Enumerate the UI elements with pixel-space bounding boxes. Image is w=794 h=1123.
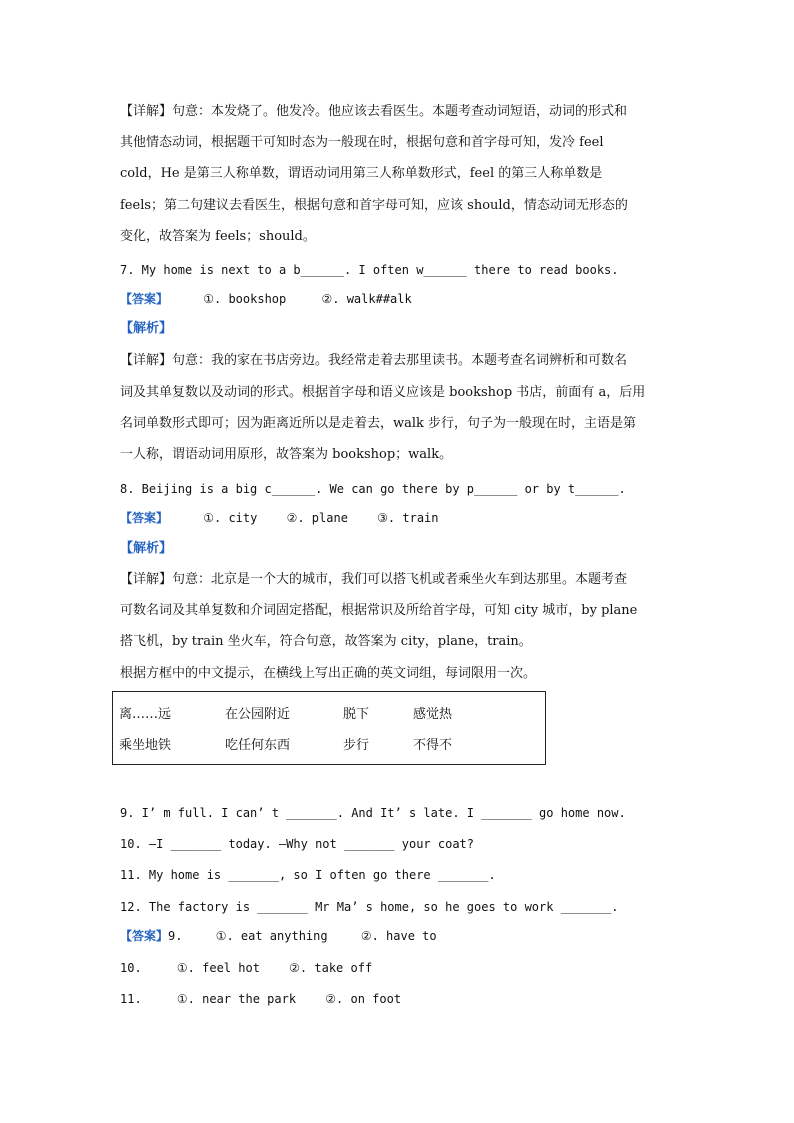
answer-tag: 【答案】 xyxy=(120,929,169,943)
q8-answer-row xyxy=(120,510,439,526)
answer-number: 11. xyxy=(120,992,142,1006)
q7-answer-2: ②. walk##alk xyxy=(321,292,412,306)
q8-detail-line: 【详解】句意：北京是一个大的城市，我们可以搭飞机或者乘坐火车到达那里。本题考查 xyxy=(120,572,628,587)
detail-6-line: cold，He 是第三人称单数，谓语动词用第三人称单数形式，feel 的第三人称单数是 xyxy=(120,166,603,181)
q7-answer-1: ①. bookshop xyxy=(203,292,287,306)
detail-6-line: 其他情态动词，根据题干可知时态为一般现在时，根据句意和首字母可知，发冷 feel xyxy=(120,135,604,150)
word-box-cell: 步行 xyxy=(343,738,370,753)
answer-10-2: ②. take off xyxy=(289,961,373,975)
answer-9-2: ②. have to xyxy=(360,929,437,943)
word-box xyxy=(112,691,546,765)
q7-detail-line: 【详解】句意：我的家在书店旁边。我经常走着去那里读书。本题考查名词辨析和可数名 xyxy=(120,353,628,368)
word-box-cell: 不得不 xyxy=(413,738,453,753)
analysis-tag: 【解析】 xyxy=(120,541,173,556)
word-box-cell: 吃任何东西 xyxy=(225,738,291,753)
detail-6-line: feels；第二句建议去看医生，根据句意和首字母可知，应该 should，情态动词无形态的 xyxy=(120,198,628,213)
question-11: 11. My home is _______, so I often go there _______. xyxy=(120,868,496,882)
answer-number: 9. xyxy=(168,929,183,943)
answer-11-2: ②. on foot xyxy=(325,992,402,1006)
answers-row-9 xyxy=(120,928,437,944)
answer-10-1: ①. feel hot xyxy=(176,961,260,975)
detail-6-line: 【详解】句意：本发烧了。他发冷。他应该去看医生。本题考查动词短语，动词的形式和 xyxy=(120,104,628,119)
word-box-cell: 乘坐地铁 xyxy=(119,738,172,753)
q7-answer-row xyxy=(120,291,412,307)
analysis-tag: 【解析】 xyxy=(120,321,173,336)
answer-tag: 【答案】 xyxy=(120,511,169,525)
q8-question: 8. Beijing is a big c______. We can go there by p______ or by t______. xyxy=(120,482,626,496)
q8-answer-1: ①. city xyxy=(203,511,258,525)
q7-detail-line: 名词单数形式即可；因为距离近所以是走着去，walk 步行，句子为一般现在时，主语是第 xyxy=(120,416,637,431)
question-12: 12. The factory is _______ Mr Ma’ s home, so he goes to work _______. xyxy=(120,900,619,914)
detail-6-line: 变化，故答案为 feels；should。 xyxy=(120,229,316,244)
instruction: 根据方框中的中文提示，在横线上写出正确的英文词组，每词限用一次。 xyxy=(120,666,537,681)
answers-row-10 xyxy=(120,960,372,976)
answer-tag: 【答案】 xyxy=(120,292,169,306)
q8-detail-line: 搭飞机，by train 坐火车，符合句意，故答案为 city，plane，train。 xyxy=(120,634,532,649)
word-box-cell: 感觉热 xyxy=(413,707,453,722)
q8-detail-line: 可数名词及其单复数和介词固定搭配，根据常识及所给首字母，可知 city 城市，by plane xyxy=(120,603,638,618)
question-10: 10. —I _______ today. —Why not _______ your coat? xyxy=(120,837,475,851)
answer-number: 10. xyxy=(120,961,142,975)
word-box-cell: 在公园附近 xyxy=(225,707,291,722)
word-box-cell: 脱下 xyxy=(343,707,370,722)
q7-detail-line: 词及其单复数以及动词的形式。根据首字母和语义应该是 bookshop 书店，前面有 a，后用 xyxy=(120,385,646,400)
q7-detail-line: 一人称，谓语动词用原形，故答案为 bookshop；walk。 xyxy=(120,447,453,462)
answer-11-1: ①. near the park xyxy=(176,992,297,1006)
answer-9-1: ①. eat anything xyxy=(215,929,328,943)
question-9: 9. I’ m full. I can’ t _______. And It’ s late. I _______ go home now. xyxy=(120,806,626,820)
answers-row-11 xyxy=(120,991,401,1007)
q8-answer-2: ②. plane xyxy=(286,511,348,525)
word-box-cell: 离……远 xyxy=(119,707,172,722)
q8-answer-3: ③. train xyxy=(377,511,439,525)
q7-question: 7. My home is next to a b______. I often w______ there to read books. xyxy=(120,263,619,277)
